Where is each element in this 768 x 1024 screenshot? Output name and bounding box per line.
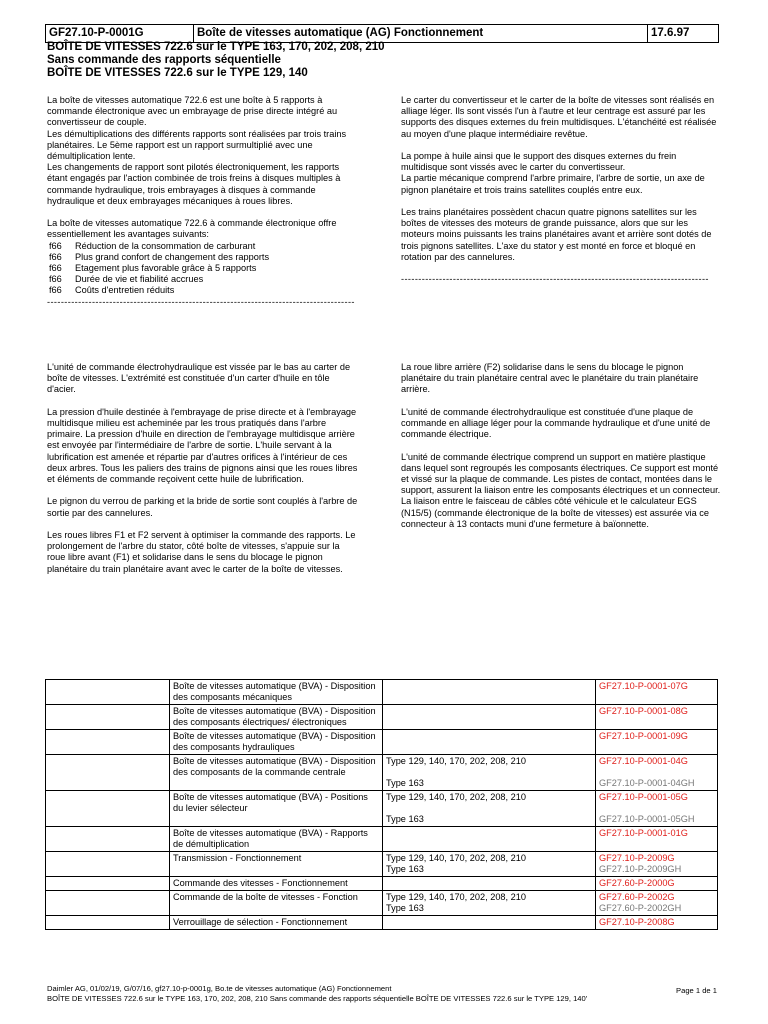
table-cell-blank: [46, 852, 170, 877]
table-cell-type: [383, 705, 596, 730]
doc-header-title: Boîte de vitesses automatique (AG) Fonctionnement: [194, 25, 648, 42]
doc-code: GF27.10-P-0001G: [46, 25, 194, 42]
paragraph: Le pignon du verrou de parking et la bride de sortie sont couplés à l'arbre de sortie par des cannelures.: [47, 496, 358, 518]
table-cell-description: Boîte de vitesses automatique (BVA) - Disposition des composants hydrauliques: [170, 730, 383, 755]
doc-title-line-2: Sans commande des rapports séquentielle: [47, 54, 281, 66]
table-cell-blank: [46, 827, 170, 852]
table-cell-blank: [46, 891, 170, 916]
reference-table: [45, 679, 718, 930]
table-cell-description: Boîte de vitesses automatique (BVA) - Rapports de démultiplication: [170, 827, 383, 852]
table-cell-blank: [46, 730, 170, 755]
table-cell-reference: [596, 877, 718, 891]
doc-date: 17.6.97: [651, 27, 690, 39]
paragraph: La roue libre arrière (F2) solidarise dans le sens du blocage le pignon planétaire du train planétaire central avec le planétaire du train planétaire arrière.: [401, 362, 699, 395]
paragraph: Les roues libres F1 et F2 servent à optimiser la commande des rapports. Le prolongement de l'arbre du stator, côté boîte de vitesses, s'appuie sur la roue libre avant (F1) et solidarise dans le sens du blocage le pignon planétaire du train planétaire avant avec le carter de la boîte de vitesses.: [47, 530, 356, 574]
table-cell-reference: [596, 791, 718, 827]
reference-link[interactable]: GF27.10-P-0001-09G: [599, 731, 688, 741]
reference-link[interactable]: GF27.10-P-2009G: [599, 853, 675, 863]
paragraph: La partie mécanique comprend l'arbre primaire, l'arbre de sortie, un axe de pignon planétaire et trois trains satellites couplés entre eux.: [401, 173, 705, 195]
type-text: Type 163: [386, 864, 424, 874]
table-cell-reference: [596, 891, 718, 916]
list-item: f66 Durée de vie et fiabilité accrues: [49, 274, 204, 285]
paragraph: L'unité de commande électrohydraulique est constituée d'une plaque de commande en alliage léger pour la commande hydraulique et d'une unité de commande électrique.: [401, 406, 711, 440]
type-text: Type 163: [386, 903, 424, 913]
paragraph: Le carter du convertisseur et le carter de la boîte de vitesses sont réalisés en alliage léger. Ils sont vissés l'un à l'autre et leur centrage est assuré par les supports des disques externes du frein multidisques. L'étanchéité est réalisée au moyen d'une plaque intermédiaire revêtue.: [401, 95, 717, 139]
table-cell-type: [383, 916, 596, 930]
table-cell-type: [383, 791, 596, 827]
type-text: Type 129, 140, 170, 202, 208, 210: [386, 792, 526, 802]
right-top-column: [401, 95, 723, 285]
table-cell-description: Verrouillage de sélection - Fonctionnement: [170, 916, 383, 930]
reference-link[interactable]: GF27.10-P-0001-04GH: [599, 778, 695, 788]
type-text: Type 163: [386, 778, 424, 788]
reference-link[interactable]: GF27.60-P-2002GH: [599, 903, 682, 913]
table-row: [46, 705, 718, 730]
page-number: Page 1 de 1: [676, 986, 717, 995]
reference-link[interactable]: GF27.10-P-0001-05G: [599, 792, 688, 802]
table-cell-reference: [596, 755, 718, 791]
reference-link[interactable]: GF27.10-P-0001-01G: [599, 828, 688, 838]
table-cell-description: Boîte de vitesses automatique (BVA) - Disposition des composants de la commande centrale: [170, 755, 383, 791]
separator-dashes: -----------------------------------------------------------------------------------------: [401, 274, 709, 285]
table-row: [46, 730, 718, 755]
table-cell-reference: [596, 680, 718, 705]
table-row: [46, 916, 718, 930]
table-row: [46, 852, 718, 877]
left-bottom-column: [47, 362, 359, 586]
list-item: f66 Réduction de la consommation de carburant: [49, 240, 256, 251]
table-cell-reference: [596, 852, 718, 877]
table-cell-description: Transmission - Fonctionnement: [170, 852, 383, 877]
table-row: [46, 755, 718, 791]
reference-link[interactable]: GF27.60-P-2002G: [599, 892, 675, 902]
footer: [47, 984, 587, 1004]
table-cell-description: Commande des vitesses - Fonctionnement: [170, 877, 383, 891]
left-top-column: [47, 95, 359, 308]
list-item: f66 Coûts d'entretien réduits: [49, 285, 175, 296]
table-cell-description: Commande de la boîte de vitesses - Fonction: [170, 891, 383, 916]
table-cell-description: Boîte de vitesses automatique (BVA) - Disposition des composants mécaniques: [170, 680, 383, 705]
doc-title-line-3: BOÎTE DE VITESSES 722.6 sur le TYPE 129, 140: [47, 67, 308, 79]
footer-line-1: Daimler AG, 01/02/19, G/07/16, gf27.10-p-0001g, Bo.te de vitesses automatique (AG) Fonctionnement: [47, 984, 392, 993]
reference-link[interactable]: GF27.10-P-0001-05GH: [599, 814, 695, 824]
table-cell-description: Boîte de vitesses automatique (BVA) - Positions du levier sélecteur: [170, 791, 383, 827]
paragraph: L'unité de commande électrique comprend un support en matière plastique dans lequel sont regroupés les composants électriques. Ce support est monté et vissé sur la plaque de commande. Les pistes de contact, montées dans le support, assurent la liaison entre les composants électriques et un connecteur. La liaison entre le faisceau de câbles côté véhicule et le calculateur EGS (N15/5) (commande électronique de la boîte de vitesses) est assurée via ce connecteur à 13 contacts muni d'une fermeture à baïonnette.: [401, 451, 721, 529]
reference-link[interactable]: GF27.10-P-2008G: [599, 917, 675, 927]
paragraph: La pompe à huile ainsi que le support des disques externes du frein multidisque sont vissés avec le carter du convertisseur.: [401, 151, 677, 173]
paragraph: La pression d'huile destinée à l'embrayage de prise directe et à l'embrayage multidisque milieu est acheminée par les trous pratiqués dans l'arbre primaire. La pression d'huile en direction de l'embrayage multidisque arrière est envoyée par l'intermédiaire de l'arbre de sortie. L'huile servant à la lubrification est amenée et répartie par d'autres orifices à l'intérieur de ces deux arbres. Tous les paliers des trains de pignons ainsi que les roues libres et éléments de commande reçoivent cette huile de lubrification.: [47, 406, 358, 485]
list-item: f66 Etagement plus favorable grâce à 5 rapports: [49, 263, 257, 274]
paragraph: Les trains planétaires possèdent chacun quatre pignons satellites sur les boîtes de vitesses des moteurs de grande puissance, alors que sur les moteurs moins puissants les trains planétaires avant et arrière sont dotés de trois pignons satellites. L'axe du stator y est monté en force et bloqué en rotation par des cannelures.: [401, 207, 712, 262]
table-row: [46, 680, 718, 705]
advantages-intro: La boîte de vitesses automatique 722.6 à commande électronique offre essentiellement les avantages suivants:: [47, 218, 337, 240]
table-row: [46, 791, 718, 827]
doc-title: [47, 41, 385, 80]
table-cell-blank: [46, 755, 170, 791]
table-cell-type: [383, 891, 596, 916]
list-item: f66 Plus grand confort de changement des rapports: [49, 251, 270, 262]
table-cell-reference: [596, 730, 718, 755]
table-cell-blank: [46, 680, 170, 705]
table-cell-type: [383, 680, 596, 705]
table-cell-type: [383, 877, 596, 891]
paragraph: L'unité de commande électrohydraulique est vissée par le bas au carter de boîte de vitesses. L'extrémité est constituée d'un carter d'huile en tôle d'acier.: [47, 362, 351, 395]
reference-link[interactable]: GF27.10-P-0001-04G: [599, 756, 688, 766]
table-row: [46, 891, 718, 916]
reference-link[interactable]: GF27.60-P-2000G: [599, 878, 675, 888]
type-text: Type 129, 140, 170, 202, 208, 210: [386, 853, 526, 863]
reference-link[interactable]: GF27.10-P-2009GH: [599, 864, 682, 874]
table-row: [46, 877, 718, 891]
table-cell-type: [383, 852, 596, 877]
table-cell-blank: [46, 916, 170, 930]
paragraph: La boîte de vitesses automatique 722.6 est une boîte à 5 rapports à commande électronique avec un embrayage de prise directe intégré au convertisseur de couple. Les démultiplications des différents rapports sont réalisées par trois trains planétaires. Le 5ème rapport est un rapport surmultiplié avec une démultiplication lente. Les changements de rapport sont pilotés électroniquement, les rapports étant engagés par l'action combinée de trois freins à disques multiples à commande hydraulique, trois embrayages à disques à commande hydraulique et deux embrayages mécaniques à roues libres.: [47, 95, 347, 206]
footer-line-2: BOÎTE DE VITESSES 722.6 sur le TYPE 163, 170, 202, 208, 210 Sans commande des rapports séquentielle BOÎTE DE VITESSES 722.6 sur le TYPE 129, 140': [47, 994, 588, 1003]
table-cell-reference: [596, 827, 718, 852]
separator-dashes: -----------------------------------------------------------------------------------------: [47, 296, 355, 307]
table-cell-type: [383, 755, 596, 791]
table-cell-blank: [46, 791, 170, 827]
doc-title-line-1: BOÎTE DE VITESSES 722.6 sur le TYPE 163, 170, 202, 208, 210: [47, 41, 385, 53]
reference-link[interactable]: GF27.10-P-0001-07G: [599, 681, 688, 691]
table-cell-type: [383, 827, 596, 852]
table-cell-reference: [596, 705, 718, 730]
right-bottom-column: [401, 362, 723, 541]
table-cell-blank: [46, 877, 170, 891]
reference-link[interactable]: GF27.10-P-0001-08G: [599, 706, 688, 716]
type-text: Type 163: [386, 814, 424, 824]
table-cell-description: Boîte de vitesses automatique (BVA) - Disposition des composants électriques/ électroniques: [170, 705, 383, 730]
table-cell-type: [383, 730, 596, 755]
table-cell-reference: [596, 916, 718, 930]
type-text: Type 129, 140, 170, 202, 208, 210: [386, 892, 526, 902]
table-row: [46, 827, 718, 852]
table-cell-blank: [46, 705, 170, 730]
type-text: Type 129, 140, 170, 202, 208, 210: [386, 756, 526, 766]
